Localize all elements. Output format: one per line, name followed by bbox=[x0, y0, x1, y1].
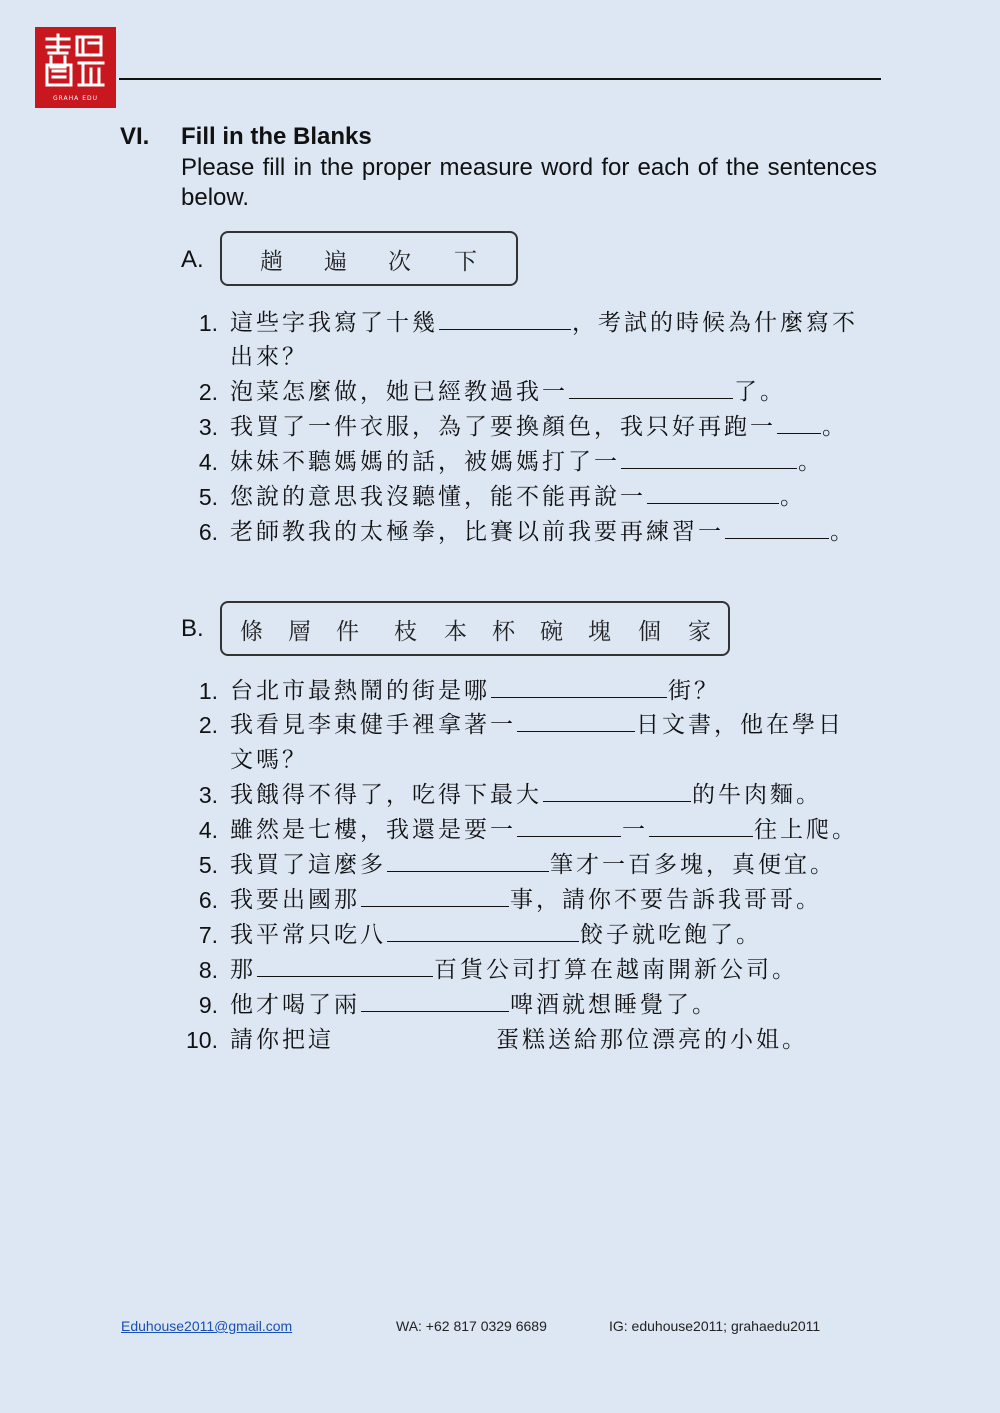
question-number: 1. bbox=[198, 678, 218, 704]
answer-blank[interactable] bbox=[517, 711, 635, 732]
answer-blank[interactable] bbox=[361, 991, 509, 1012]
footer-whatsapp: WA: +62 817 0329 6689 bbox=[396, 1318, 547, 1334]
instructions: Please fill in the proper measure word for each of the sentences below. bbox=[181, 154, 877, 211]
answer-blank[interactable] bbox=[387, 921, 579, 942]
question-text: 台北市最熱鬧的街是哪 街？ bbox=[230, 678, 720, 704]
question-text: 您說的意思我沒聽懂，能不能再說一 。 bbox=[230, 484, 806, 510]
question-number: 4. bbox=[198, 817, 218, 843]
question-text: 我看見李東健手裡拿著一 日文書，他在學日 bbox=[230, 712, 844, 738]
question-text: 他才喝了兩 啤酒就想睡覺了。 bbox=[230, 992, 718, 1018]
word-bank-item: 碗 bbox=[540, 619, 563, 645]
question-number: 4. bbox=[198, 449, 218, 475]
logo-caption: GRAHA EDU bbox=[52, 95, 98, 102]
question-number: 2. bbox=[198, 712, 218, 738]
word-bank-item: 遍 bbox=[324, 249, 347, 275]
question-number: 9. bbox=[198, 992, 218, 1018]
question-text: 老師教我的太極拳，比賽以前我要再練習一 。 bbox=[230, 519, 856, 545]
word-bank-item: 下 bbox=[454, 249, 477, 275]
answer-blank[interactable] bbox=[647, 483, 779, 504]
question-text: 這些字我寫了十幾 ，考試的時候為什麼寫不 bbox=[230, 310, 858, 336]
word-bank-item: 杯 bbox=[492, 619, 515, 645]
word-bank-item: 家 bbox=[688, 619, 711, 645]
word-bank-item: 塊 bbox=[588, 619, 611, 645]
part-a-word-bank bbox=[220, 231, 518, 286]
answer-blank[interactable] bbox=[621, 448, 797, 469]
question-number: 6. bbox=[198, 887, 218, 913]
part-b-word-bank bbox=[220, 601, 730, 656]
question-text: 那 百貨公司打算在越南開新公司。 bbox=[230, 957, 798, 983]
question-number: 6. bbox=[198, 519, 218, 545]
word-bank-item: 枝 bbox=[394, 619, 417, 645]
question-text: 請你把這 蛋糕送給那位漂亮的小姐。 bbox=[230, 1027, 808, 1053]
answer-blank[interactable] bbox=[725, 518, 829, 539]
question-text: 我餓得不得了，吃得下最大 的牛肉麵。 bbox=[230, 782, 822, 808]
question-text: 我平常只吃八 餃子就吃飽了。 bbox=[230, 922, 762, 948]
question-number: 3. bbox=[198, 414, 218, 440]
word-bank-item: 層 bbox=[288, 619, 311, 645]
question-text: 我買了一件衣服，為了要換顏色，我只好再跑一 。 bbox=[230, 414, 848, 440]
question-number: 1. bbox=[198, 310, 218, 336]
answer-blank[interactable] bbox=[387, 851, 549, 872]
word-bank-item: 次 bbox=[388, 249, 411, 275]
word-bank-item: 個 bbox=[638, 619, 661, 645]
answer-blank[interactable] bbox=[439, 309, 571, 330]
question-text-continued: 文嗎？ bbox=[230, 747, 308, 773]
section-number: VI. bbox=[120, 123, 150, 150]
question-text: 我買了這麼多 筆才一百多塊，真便宜。 bbox=[230, 852, 836, 878]
answer-blank[interactable] bbox=[361, 886, 509, 907]
word-bank-item: 本 bbox=[444, 619, 467, 645]
question-number: 5. bbox=[198, 484, 218, 510]
question-text: 妹妹不聽媽媽的話，被媽媽打了一 。 bbox=[230, 449, 824, 475]
question-number: 10. bbox=[186, 1027, 218, 1053]
word-bank-item: 件 bbox=[336, 619, 359, 645]
footer-email[interactable] bbox=[121, 1318, 292, 1334]
question-text: 泡菜怎麼做，她已經教過我一 了。 bbox=[230, 379, 786, 405]
question-number: 5. bbox=[198, 852, 218, 878]
answer-blank[interactable] bbox=[543, 781, 691, 802]
question-number: 2. bbox=[198, 379, 218, 405]
question-text-continued: 出來？ bbox=[230, 344, 308, 370]
answer-blank[interactable] bbox=[517, 816, 621, 837]
email-link[interactable]: Eduhouse2011@gmail.com bbox=[121, 1318, 293, 1334]
section-title: Fill in the Blanks bbox=[181, 123, 372, 150]
graha-edu-logo bbox=[35, 27, 116, 108]
question-text: 雖然是七樓，我還是要一 一 往上爬。 bbox=[230, 817, 858, 843]
answer-blank[interactable] bbox=[777, 413, 821, 434]
question-text: 我要出國那 事，請你不要告訴我哥哥。 bbox=[230, 887, 822, 913]
answer-blank[interactable] bbox=[491, 677, 667, 698]
answer-blank[interactable] bbox=[649, 816, 753, 837]
question-number: 3. bbox=[198, 782, 218, 808]
answer-blank[interactable] bbox=[569, 378, 733, 399]
footer-instagram: IG: eduhouse2011; grahaedu2011 bbox=[609, 1318, 821, 1334]
answer-blank[interactable] bbox=[257, 956, 433, 977]
header-divider bbox=[119, 78, 881, 80]
word-bank-item: 趟 bbox=[260, 249, 283, 275]
question-number: 8. bbox=[198, 957, 218, 983]
part-a-label: A. bbox=[181, 246, 204, 273]
seal-glyph-icon bbox=[43, 33, 107, 89]
question-number: 7. bbox=[198, 922, 218, 948]
part-b-label: B. bbox=[181, 615, 204, 642]
word-bank-item: 條 bbox=[240, 619, 263, 645]
